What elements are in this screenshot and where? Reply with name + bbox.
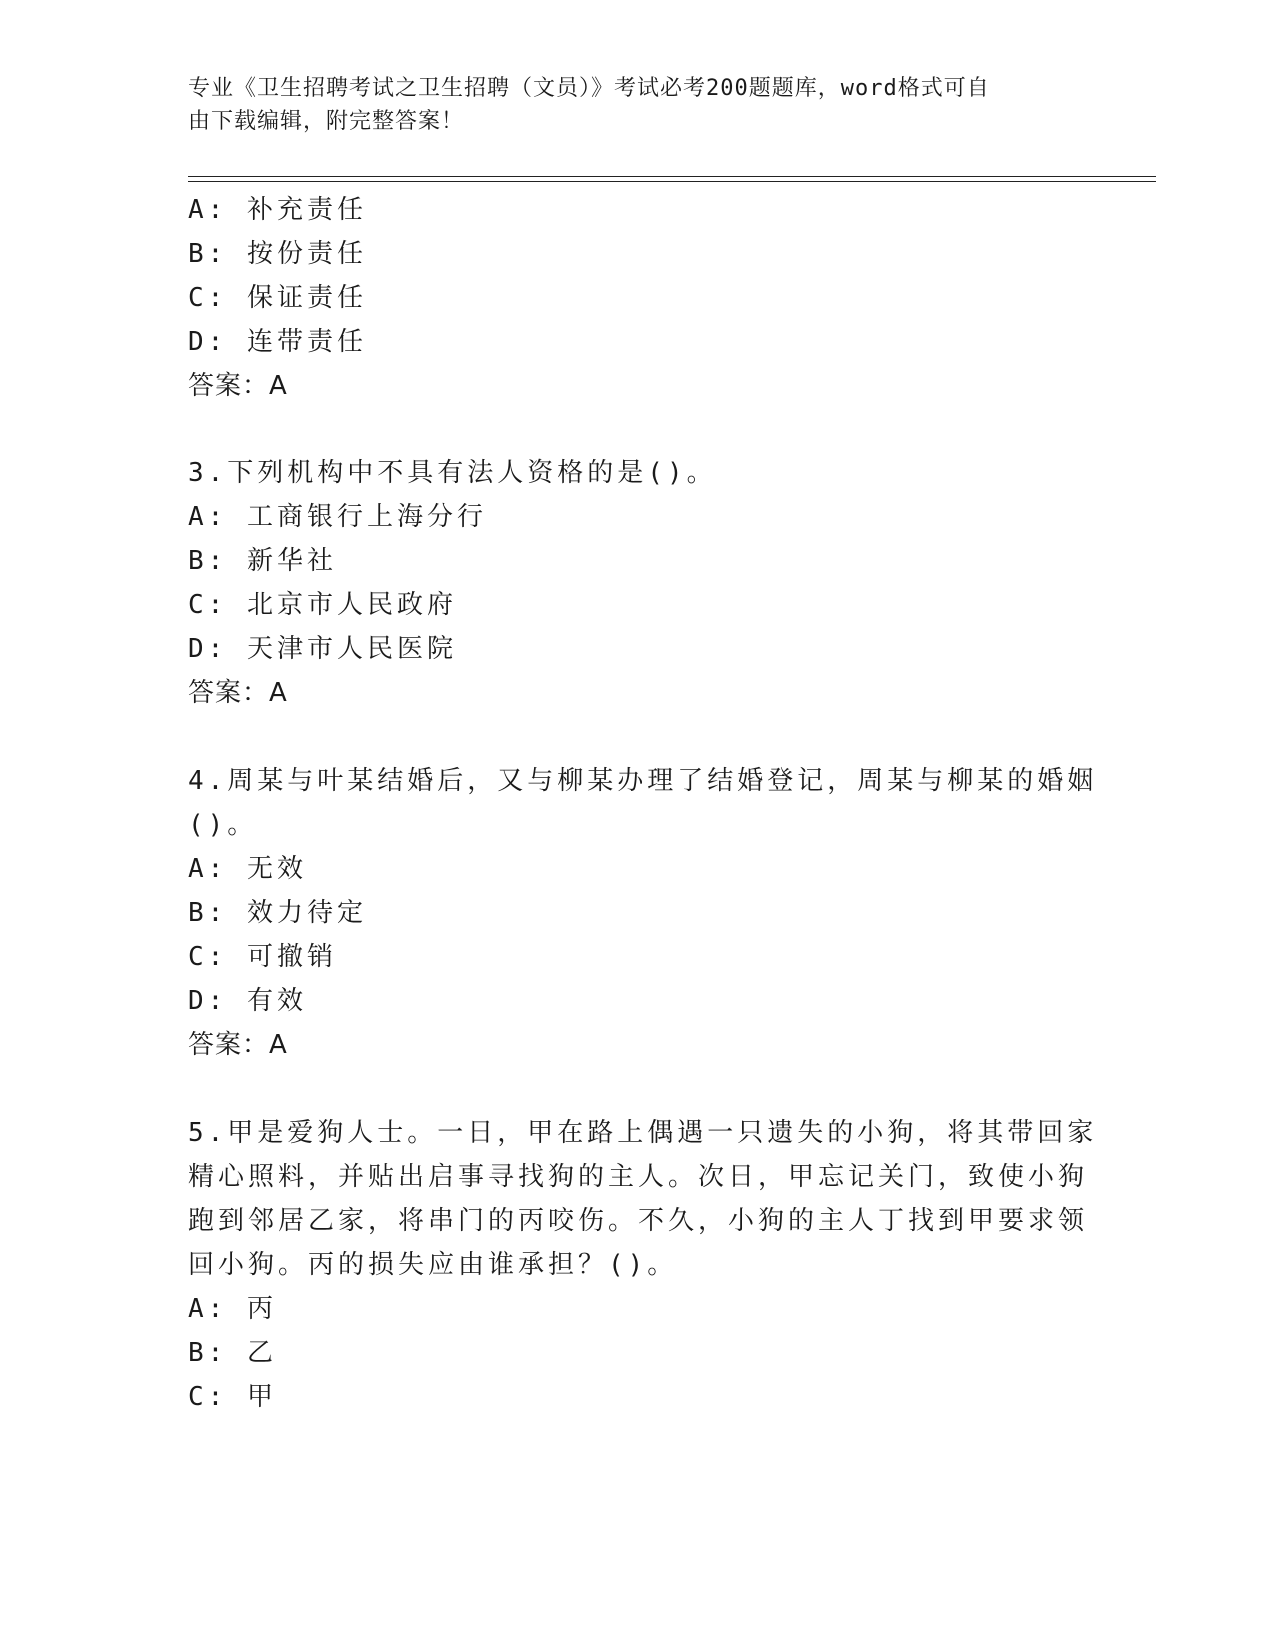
q5-option-c: C: 甲: [188, 1382, 277, 1412]
q3-option-d: D: 天津市人民医院: [188, 634, 457, 664]
q2-option-c: C: 保证责任: [188, 283, 367, 313]
header-divider-bottom: [188, 181, 1156, 182]
q4-stem-line-1: 4.周某与叶某结婚后，又与柳某办理了结婚登记，周某与柳某的婚姻: [188, 766, 1098, 796]
header-divider-top: [188, 176, 1156, 177]
q5-option-b: B: 乙: [188, 1338, 277, 1368]
q5-stem-line-2: 精心照料，并贴出启事寻找狗的主人。次日，甲忘记关门，致使小狗: [188, 1162, 1089, 1192]
q4-option-b: B: 效力待定: [188, 898, 367, 928]
q5-option-a: A: 丙: [188, 1294, 277, 1324]
q3-option-c: C: 北京市人民政府: [188, 590, 457, 620]
q2-answer: 答案：A: [188, 371, 288, 401]
q4-stem-line-2: ()。: [188, 810, 258, 840]
q3-option-b: B: 新华社: [188, 546, 337, 576]
document-header: [188, 72, 1068, 138]
q3-answer: 答案：A: [188, 678, 288, 708]
q2-option-a: A: 补充责任: [188, 195, 367, 225]
header-line-2: 由下载编辑，附完整答案！: [188, 109, 465, 134]
q4-option-a: A: 无效: [188, 854, 307, 884]
q2-option-b: B: 按份责任: [188, 239, 367, 269]
q4-answer: 答案：A: [188, 1030, 288, 1060]
q5-stem-line-4: 回小狗。丙的损失应由谁承担？()。: [188, 1250, 678, 1280]
header-line-1: 专业《卫生招聘考试之卫生招聘（文员）》考试必考200题题库，word格式可自: [188, 76, 990, 101]
q5-stem-line-3: 跑到邻居乙家，将串门的丙咬伤。不久，小狗的主人丁找到甲要求领: [188, 1206, 1089, 1236]
q5-stem-line-1: 5.甲是爱狗人士。一日，甲在路上偶遇一只遗失的小狗，将其带回家: [188, 1118, 1098, 1148]
q4-option-c: C: 可撤销: [188, 942, 337, 972]
q3-stem: 3.下列机构中不具有法人资格的是()。: [188, 458, 717, 488]
q3-option-a: A: 工商银行上海分行: [188, 502, 487, 532]
q2-option-d: D: 连带责任: [188, 327, 367, 357]
q4-option-d: D: 有效: [188, 986, 307, 1016]
